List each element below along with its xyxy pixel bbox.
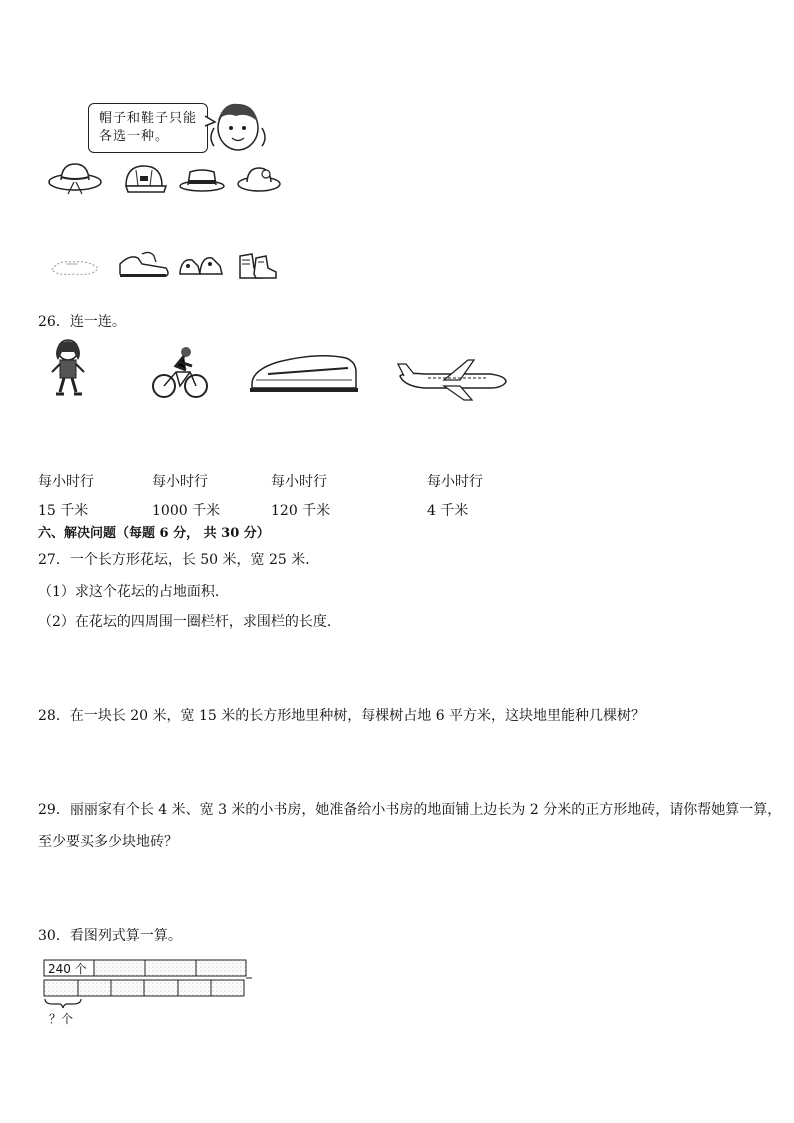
girl-face-icon [208, 98, 268, 156]
bullet-train-icon [248, 350, 360, 400]
speed-value-1: 15 千米 [38, 503, 89, 519]
flower-hat-icon [236, 162, 282, 194]
question-30-stem: 30．看图列式算一算。 [38, 928, 182, 944]
question-29-line-1: 29．丽丽家有个长 4 米、宽 3 米的小书房，她准备给小书房的地面铺上边长为 2 分米的正方形地砖，请你帮她算一算， [38, 802, 782, 818]
cyclist-icon [150, 344, 210, 402]
question-27-stem: 27．一个长方形花坛，长 50 米，宽 25 米． [38, 552, 320, 568]
question-26-title: 26．连一连。 [38, 314, 126, 330]
slipper-icon [48, 252, 102, 280]
speed-prefix-2: 每小时行 [152, 474, 208, 490]
bottom-bar [44, 980, 244, 996]
top-bar-label: 240 个 [48, 962, 87, 976]
speed-prefix-1: 每小时行 [38, 474, 94, 490]
section-heading: 六、解决问题（每题 6 分， 共 30 分） [38, 526, 270, 541]
boots-icon [234, 248, 280, 282]
speed-value-2: 1000 千米 [152, 503, 221, 519]
leather-shoes-icon [116, 248, 172, 282]
speed-prefix-4: 每小时行 [427, 474, 483, 490]
speed-value-3: 120 千米 [271, 503, 331, 519]
question-29-line-2: 至少要买多少块地砖？ [38, 834, 178, 850]
sun-hat-icon [46, 160, 104, 196]
fedora-hat-icon [178, 166, 226, 194]
question-27-part-2: （2）在花坛的四周围一圈栏杆，求围栏的长度． [38, 614, 341, 630]
speed-value-4: 4 千米 [427, 503, 469, 519]
question-27-part-1: （1）求这个花坛的占地面积． [38, 584, 229, 600]
child-walking-icon [44, 336, 94, 398]
airplane-icon [394, 356, 510, 402]
speech-bubble-text: 帽子和鞋子只能各选一种。 [99, 111, 198, 144]
question-28-stem: 28．在一块长 20 米，宽 15 米的长方形地里种树，每棵树占地 6 平方米，这块地里能种几棵树？ [38, 708, 646, 724]
speech-bubble [88, 103, 208, 153]
bottom-bar-label: ？个 [49, 1012, 74, 1026]
sneakers-icon [176, 250, 226, 280]
speed-prefix-3: 每小时行 [271, 474, 327, 490]
cap-icon [118, 162, 170, 196]
bottom-brace-icon [44, 998, 82, 1010]
